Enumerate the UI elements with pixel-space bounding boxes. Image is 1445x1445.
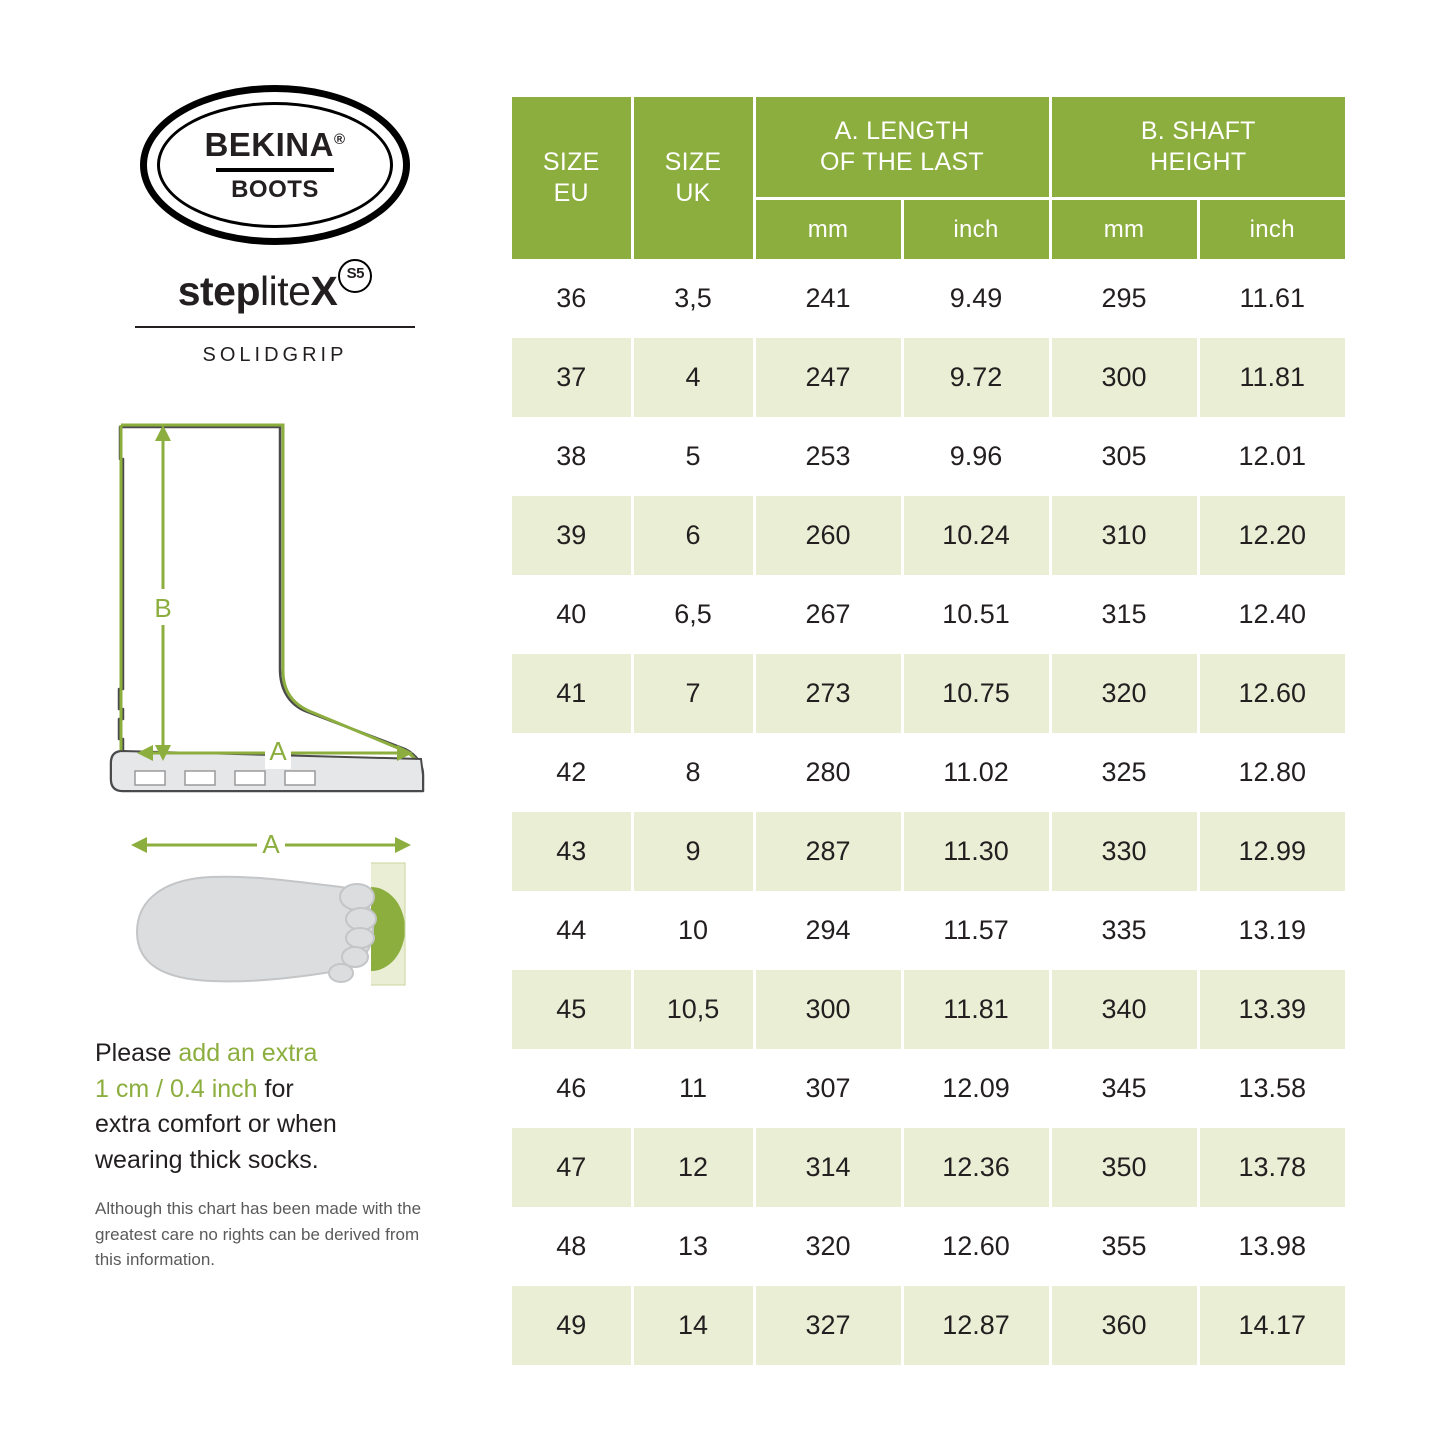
toe-3	[346, 928, 374, 948]
product-name-x: X	[310, 268, 338, 314]
table-cell: 13.98	[1198, 1207, 1345, 1286]
header-group-shaft	[1050, 97, 1345, 199]
note-text	[95, 1036, 455, 1178]
table-cell: 13.39	[1198, 970, 1345, 1049]
table-cell: 12	[632, 1128, 754, 1207]
table-cell: 11.30	[902, 812, 1050, 891]
note-part-3: extra comfort or when	[95, 1110, 337, 1138]
note-highlight-1: add an extra	[178, 1039, 318, 1067]
table-row	[512, 1207, 1345, 1286]
logo-divider	[216, 168, 334, 172]
header-length-mm: mm	[754, 199, 902, 260]
table-cell: 7	[632, 654, 754, 733]
table-cell: 12.80	[1198, 733, 1345, 812]
table-cell: 300	[1050, 338, 1198, 417]
boot-side-diagram	[105, 419, 445, 809]
header-size-uk-line1: SIZE	[664, 147, 722, 176]
table-cell: 305	[1050, 417, 1198, 496]
s5-badge: S5	[338, 259, 372, 293]
foot-diagram	[105, 827, 445, 1002]
table-cell: 11.61	[1198, 259, 1345, 338]
table-cell: 41	[512, 654, 632, 733]
logo-oval-outer	[140, 85, 410, 245]
registered-mark: ®	[333, 131, 346, 148]
foot-svg	[105, 827, 445, 1002]
table-cell: 12.87	[902, 1286, 1050, 1365]
product-sub: SOLIDGRIP	[202, 344, 348, 366]
table-row	[512, 1286, 1345, 1365]
header-length-inch: inch	[902, 199, 1050, 260]
header-size-uk-line2: UK	[675, 179, 711, 207]
table-cell: 42	[512, 733, 632, 812]
note-part-4: wearing thick socks.	[95, 1145, 319, 1174]
table-row	[512, 654, 1345, 733]
table-cell: 287	[754, 812, 902, 891]
header-group-shaft-line2: HEIGHT	[1150, 148, 1247, 176]
table-cell: 340	[1050, 970, 1198, 1049]
size-table-body	[512, 259, 1345, 1365]
table-row	[512, 417, 1345, 496]
toe-2	[346, 908, 376, 930]
table-row	[512, 812, 1345, 891]
table-row	[512, 970, 1345, 1049]
table-row	[512, 338, 1345, 417]
table-cell: 13	[632, 1207, 754, 1286]
size-table-head	[512, 97, 1345, 259]
table-cell: 40	[512, 575, 632, 654]
product-name-step: step	[177, 268, 261, 314]
table-cell: 300	[754, 970, 902, 1049]
table-cell: 14.17	[1198, 1286, 1345, 1365]
table-cell: 49	[512, 1286, 632, 1365]
note-part-1: Please	[95, 1039, 179, 1067]
header-size-eu-line1: SIZE	[542, 147, 600, 176]
table-cell: 335	[1050, 891, 1198, 970]
table-cell: 6	[632, 496, 754, 575]
table-cell: 10.75	[902, 654, 1050, 733]
table-cell: 260	[754, 496, 902, 575]
disclaimer-text: Although this chart has been made with the greatest care no rights can be derived from this information.	[95, 1199, 422, 1269]
table-cell: 8	[632, 733, 754, 812]
table-cell: 241	[754, 259, 902, 338]
table-cell: 11	[632, 1049, 754, 1128]
table-cell: 14	[632, 1286, 754, 1365]
table-cell: 3,5	[632, 259, 754, 338]
table-cell: 307	[754, 1049, 902, 1128]
table-cell: 4	[632, 338, 754, 417]
table-cell: 9.72	[902, 338, 1050, 417]
header-group-shaft-line1: B. SHAFT	[1140, 116, 1256, 145]
table-cell: 10	[632, 891, 754, 970]
table-cell: 355	[1050, 1207, 1198, 1286]
table-cell: 36	[512, 259, 632, 338]
table-cell: 39	[512, 496, 632, 575]
table-cell: 10.24	[902, 496, 1050, 575]
toe-5	[329, 964, 353, 982]
table-cell: 10,5	[632, 970, 754, 1049]
table-cell: 280	[754, 733, 902, 812]
table-cell: 10.51	[902, 575, 1050, 654]
table-row	[512, 496, 1345, 575]
table-cell: 43	[512, 812, 632, 891]
product-name-lite: lite	[260, 268, 311, 314]
table-cell: 37	[512, 338, 632, 417]
size-table-wrap	[512, 97, 1345, 1365]
header-size-uk	[632, 97, 754, 259]
table-row	[512, 259, 1345, 338]
table-cell: 9	[632, 812, 754, 891]
brand-subname: BOOTS	[231, 176, 319, 203]
note-part-2: for	[257, 1074, 294, 1103]
toe-1	[340, 884, 374, 910]
table-cell: 360	[1050, 1286, 1198, 1365]
table-cell: 320	[754, 1207, 902, 1286]
table-cell: 9.49	[902, 259, 1050, 338]
table-cell: 45	[512, 970, 632, 1049]
brand-logo	[115, 85, 435, 367]
table-cell: 12.99	[1198, 812, 1345, 891]
foot-measure-a-label: A	[262, 829, 280, 859]
table-cell: 267	[754, 575, 902, 654]
measure-a-label: A	[269, 736, 287, 766]
table-cell: 345	[1050, 1049, 1198, 1128]
header-group-length-line2: OF THE LAST	[820, 148, 984, 176]
product-divider	[135, 326, 415, 328]
table-cell: 253	[754, 417, 902, 496]
brand-name-text: BEKINA	[204, 126, 334, 163]
header-shaft-mm: mm	[1050, 199, 1198, 260]
table-cell: 273	[754, 654, 902, 733]
table-row	[512, 575, 1345, 654]
table-cell: 247	[754, 338, 902, 417]
header-size-eu-line2: EU	[553, 179, 589, 207]
brand-name	[204, 128, 345, 161]
table-cell: 38	[512, 417, 632, 496]
table-cell: 44	[512, 891, 632, 970]
table-cell: 13.78	[1198, 1128, 1345, 1207]
table-cell: 320	[1050, 654, 1198, 733]
table-cell: 12.36	[902, 1128, 1050, 1207]
table-cell: 310	[1050, 496, 1198, 575]
table-cell: 13.58	[1198, 1049, 1345, 1128]
table-cell: 13.19	[1198, 891, 1345, 970]
table-cell: 294	[754, 891, 902, 970]
table-cell: 315	[1050, 575, 1198, 654]
table-cell: 350	[1050, 1128, 1198, 1207]
table-row	[512, 891, 1345, 970]
table-cell: 295	[1050, 259, 1198, 338]
table-cell: 325	[1050, 733, 1198, 812]
header-row-main	[512, 97, 1345, 199]
table-cell: 6,5	[632, 575, 754, 654]
measure-b-label: B	[154, 593, 172, 623]
header-shaft-inch: inch	[1198, 199, 1345, 260]
table-cell: 12.01	[1198, 417, 1345, 496]
table-cell: 12.09	[902, 1049, 1050, 1128]
header-size-eu	[512, 97, 632, 259]
table-cell: 314	[754, 1128, 902, 1207]
table-cell: 11.81	[902, 970, 1050, 1049]
table-cell: 12.40	[1198, 575, 1345, 654]
left-panel	[95, 85, 455, 1273]
table-row	[512, 733, 1345, 812]
table-row	[512, 1049, 1345, 1128]
header-group-length	[754, 97, 1050, 199]
note-highlight-2: 1 cm / 0.4 inch	[95, 1074, 258, 1103]
table-cell: 11.02	[902, 733, 1050, 812]
table-cell: 327	[754, 1286, 902, 1365]
table-cell: 12.20	[1198, 496, 1345, 575]
table-cell: 12.60	[1198, 654, 1345, 733]
table-cell: 9.96	[902, 417, 1050, 496]
table-cell: 11.81	[1198, 338, 1345, 417]
product-name	[177, 265, 373, 314]
table-cell: 330	[1050, 812, 1198, 891]
table-cell: 5	[632, 417, 754, 496]
table-row	[512, 1128, 1345, 1207]
size-table	[512, 97, 1345, 1365]
header-group-length-line1: A. LENGTH	[834, 116, 970, 145]
table-cell: 46	[512, 1049, 632, 1128]
table-cell: 11.57	[902, 891, 1050, 970]
logo-oval-inner	[157, 102, 393, 228]
boot-side-svg	[105, 419, 445, 809]
table-cell: 12.60	[902, 1207, 1050, 1286]
foot-measure-a-arrow-right	[395, 837, 411, 853]
foot-measure-a-arrow-left	[131, 837, 147, 853]
table-cell: 47	[512, 1128, 632, 1207]
table-cell: 48	[512, 1207, 632, 1286]
